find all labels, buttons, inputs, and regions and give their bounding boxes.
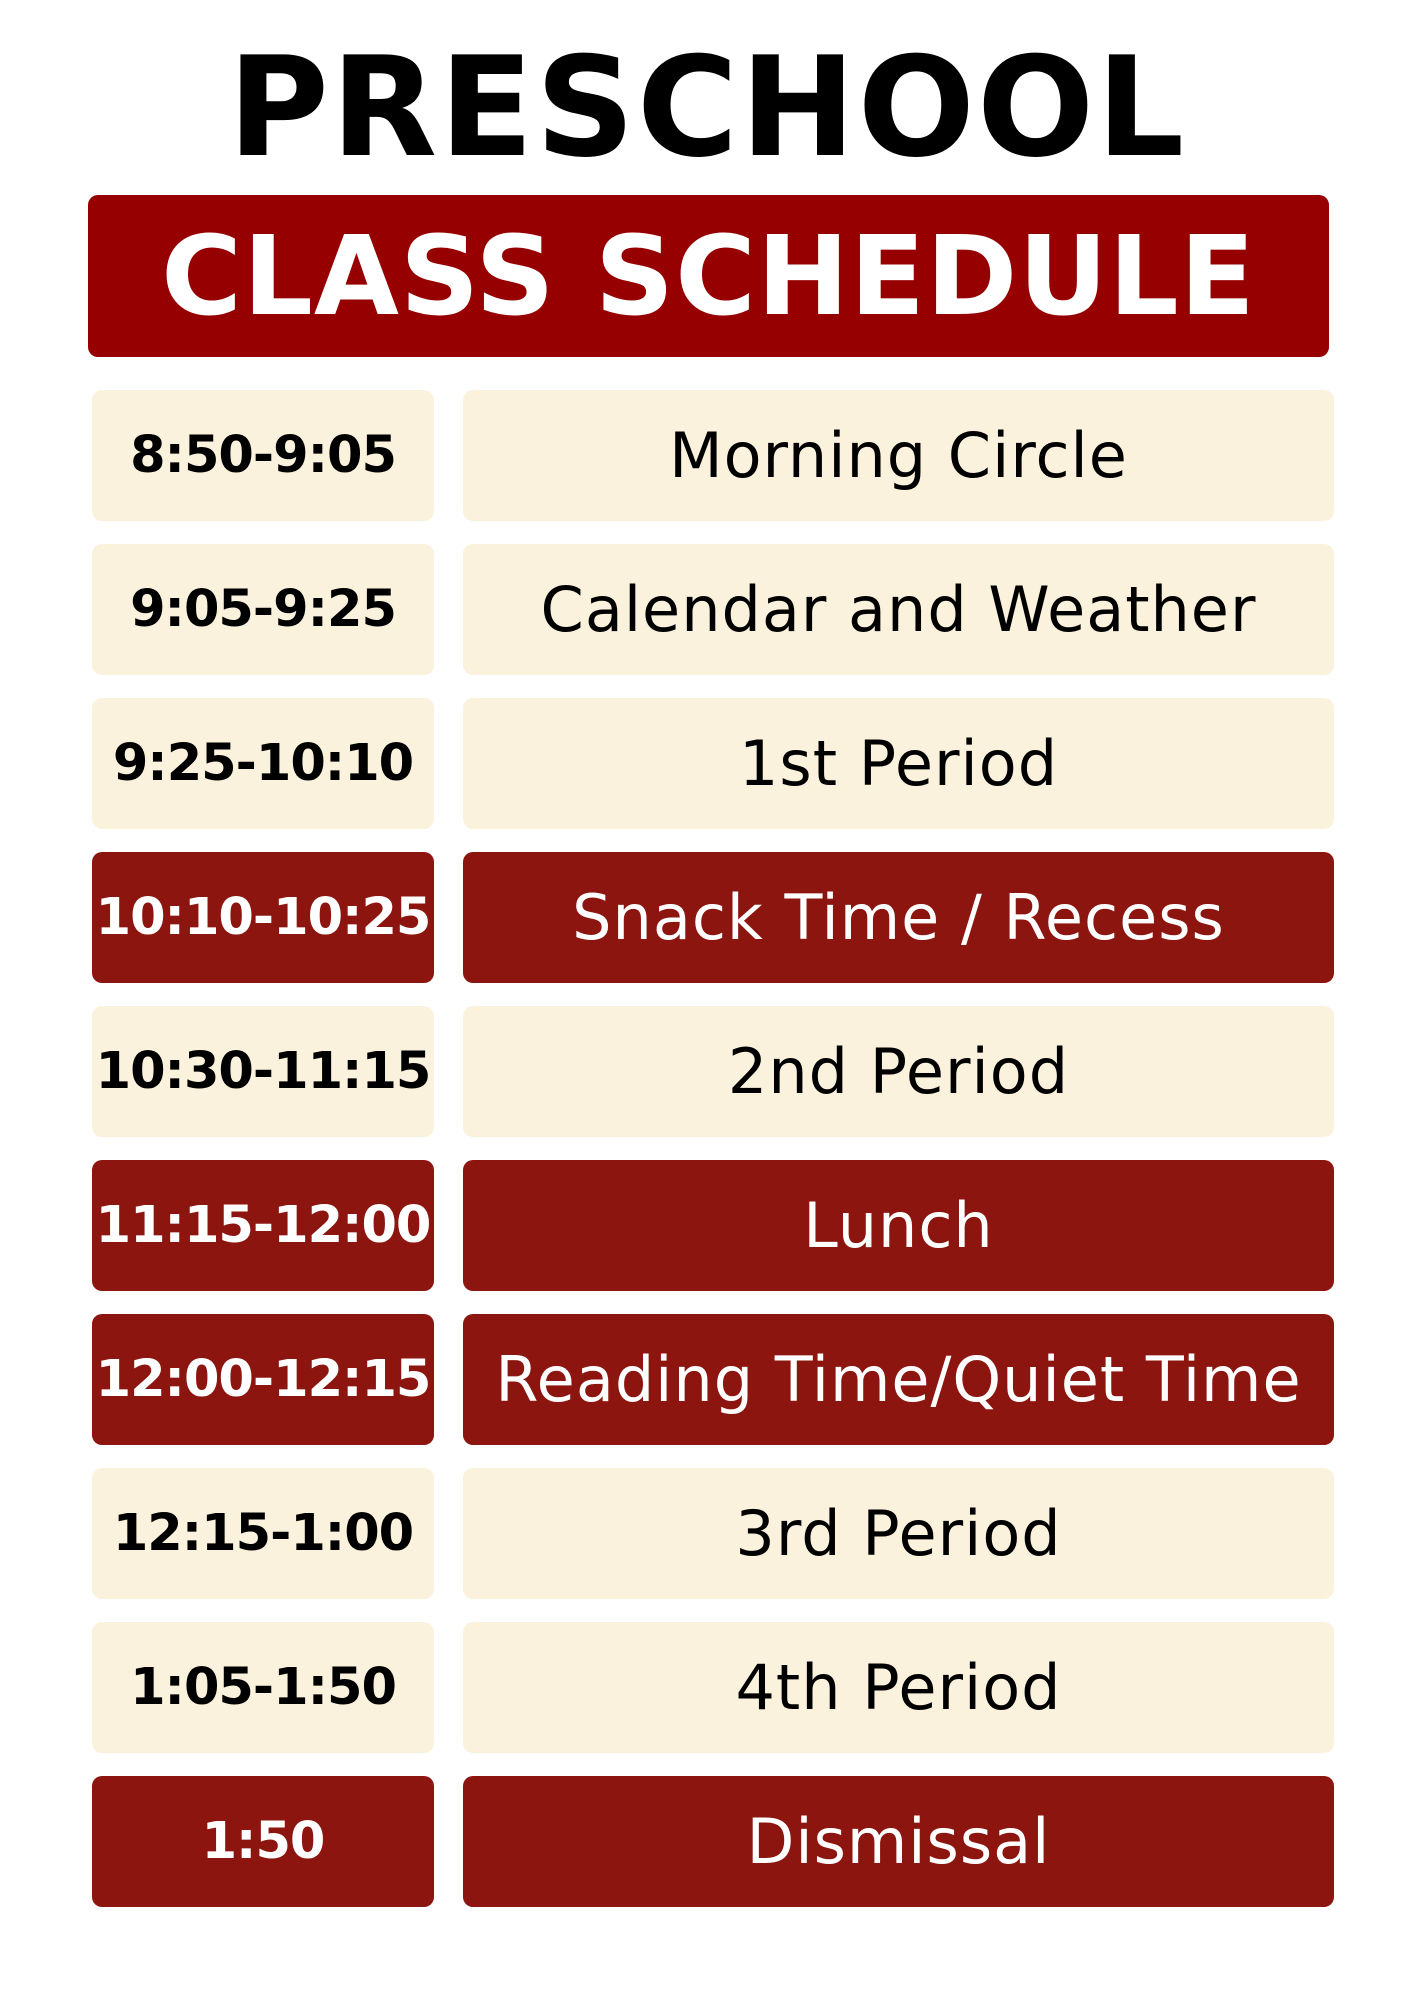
activity-label: Reading Time/Quiet Time [495, 1343, 1302, 1416]
activity-cell [463, 390, 1334, 521]
activity-label: 2nd Period [727, 1035, 1070, 1108]
time-cell [92, 1468, 434, 1599]
activity-label: 4th Period [735, 1651, 1062, 1724]
activity-label: Snack Time / Recess [572, 881, 1225, 954]
time-cell [92, 544, 434, 675]
time-label: 8:50-9:05 [130, 426, 396, 485]
time-cell [92, 1006, 434, 1137]
activity-cell [463, 1314, 1334, 1445]
activity-cell [463, 698, 1334, 829]
time-cell [92, 852, 434, 983]
activity-label: Dismissal [746, 1805, 1051, 1878]
activity-label: Calendar and Weather [540, 573, 1257, 646]
time-cell [92, 1776, 434, 1907]
time-cell [92, 698, 434, 829]
time-label: 9:25-10:10 [112, 734, 414, 793]
activity-label: 3rd Period [735, 1497, 1062, 1570]
activity-cell [463, 1776, 1334, 1907]
time-label: 1:50 [201, 1812, 325, 1871]
page-title: PRESCHOOL [227, 27, 1187, 188]
activity-cell [463, 1468, 1334, 1599]
time-cell [92, 1314, 434, 1445]
time-label: 10:30-11:15 [95, 1042, 431, 1101]
activity-label: Morning Circle [669, 419, 1128, 492]
activity-cell [463, 1160, 1334, 1291]
time-label: 9:05-9:25 [130, 580, 396, 639]
time-cell [92, 1622, 434, 1753]
time-cell [92, 390, 434, 521]
activity-label: 1st Period [738, 727, 1059, 800]
activity-label: Lunch [803, 1189, 994, 1262]
time-cell [92, 1160, 434, 1291]
time-label: 1:05-1:50 [130, 1658, 396, 1717]
time-label: 12:00-12:15 [95, 1350, 431, 1409]
activity-cell [463, 1622, 1334, 1753]
activity-cell [463, 852, 1334, 983]
time-label: 12:15-1:00 [112, 1504, 414, 1563]
time-label: 11:15-12:00 [95, 1196, 431, 1255]
time-label: 10:10-10:25 [95, 888, 431, 947]
activity-cell [463, 1006, 1334, 1137]
banner-title: CLASS SCHEDULE [161, 212, 1256, 340]
activity-cell [463, 544, 1334, 675]
